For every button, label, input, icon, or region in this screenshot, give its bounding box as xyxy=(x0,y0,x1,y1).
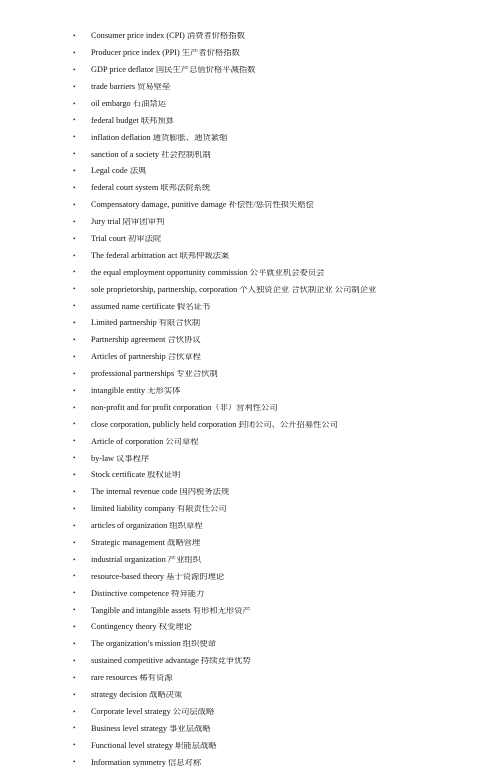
bullet-icon: • xyxy=(73,471,76,480)
term-text: inflation deflation 通货膨胀、通货紧缩 xyxy=(91,133,228,142)
term-text: close corporation, publicly held corporation 封闭公司、公开招募性公司 xyxy=(91,420,339,429)
term-text: Consumer price index (CPI) 消费者价格指数 xyxy=(91,32,245,41)
list-item xyxy=(73,332,483,349)
bullet-icon: • xyxy=(73,572,76,581)
bullet-icon: • xyxy=(73,116,76,125)
bullet-icon: • xyxy=(73,200,76,209)
bullet-icon: • xyxy=(73,521,76,530)
list-item xyxy=(73,535,483,552)
list-item xyxy=(73,112,483,129)
bullet-icon: • xyxy=(73,48,76,57)
list-item xyxy=(73,366,483,383)
bullet-icon: • xyxy=(73,369,76,378)
term-text: Jury trial 陪审团审判 xyxy=(91,218,165,227)
term-text: Limited partnership 有限合伙制 xyxy=(91,319,201,328)
list-item xyxy=(73,484,483,501)
term-text: The internal revenue code 国内税务法规 xyxy=(91,488,230,497)
term-text: Strategic management 战略管理 xyxy=(91,539,201,548)
term-text: The organization’s mission 组织使命 xyxy=(91,640,216,649)
bullet-icon: • xyxy=(73,707,76,716)
term-text: Article of corporation 公司章程 xyxy=(91,437,199,446)
term-text: Stock certificate 股权证明 xyxy=(91,471,181,480)
term-text: federal budget 联邦预算 xyxy=(91,116,174,125)
list-item xyxy=(73,467,483,484)
bullet-icon: • xyxy=(73,437,76,446)
term-text: GDP price deflator 国民生产总值价格平减指数 xyxy=(91,66,256,75)
term-text: assumed name certificate 假名证书 xyxy=(91,302,211,311)
list-item xyxy=(73,687,483,704)
bullet-icon: • xyxy=(73,504,76,513)
list-item xyxy=(73,585,483,602)
bullet-icon: • xyxy=(73,82,76,91)
list-item xyxy=(73,349,483,366)
list-item xyxy=(73,433,483,450)
term-text: trade barriers 贸易壁垒 xyxy=(91,82,171,91)
list-item xyxy=(73,180,483,197)
bullet-icon: • xyxy=(73,285,76,294)
list-item xyxy=(73,62,483,79)
bullet-icon: • xyxy=(73,538,76,547)
list-item xyxy=(73,450,483,467)
bullet-icon: • xyxy=(73,99,76,108)
term-text: Contingency theory 权变理论 xyxy=(91,623,192,632)
term-text: sustained competitive advantage 持续竞争优势 xyxy=(91,657,251,666)
bullet-icon: • xyxy=(73,133,76,142)
list-item xyxy=(73,281,483,298)
term-text: Legal code 法典 xyxy=(91,167,147,176)
term-text: Corporate level strategy 公司层战略 xyxy=(91,707,215,716)
list-item xyxy=(73,129,483,146)
list-item xyxy=(73,298,483,315)
list-item xyxy=(73,721,483,738)
term-text: federal court system 联邦法院系统 xyxy=(91,184,211,193)
term-text: Functional level strategy 职能层战略 xyxy=(91,741,217,750)
list-item xyxy=(73,28,483,45)
term-text: Distinctive competence 特异能力 xyxy=(91,589,205,598)
list-item xyxy=(73,264,483,281)
term-text: oil embargo 石油禁运 xyxy=(91,99,166,108)
term-text: sole proprietorship, partnership, corporation 个人独资企业 合伙制企业 公司制企业 xyxy=(91,285,377,294)
bullet-icon: • xyxy=(73,386,76,395)
bullet-icon: • xyxy=(73,150,76,159)
list-item xyxy=(73,552,483,569)
list-item xyxy=(73,197,483,214)
bullet-icon: • xyxy=(73,319,76,328)
list-item xyxy=(73,569,483,586)
bullet-icon: • xyxy=(73,302,76,311)
bullet-icon: • xyxy=(73,352,76,361)
bullet-icon: • xyxy=(73,183,76,192)
list-item xyxy=(73,146,483,163)
list-item xyxy=(73,231,483,248)
term-text: industrial organization 产业组织 xyxy=(91,555,201,564)
bullet-icon: • xyxy=(73,251,76,260)
term-text: rare resources 稀有资源 xyxy=(91,674,173,683)
bullet-icon: • xyxy=(73,758,76,767)
list-item xyxy=(73,602,483,619)
list-item xyxy=(73,737,483,754)
bullet-icon: • xyxy=(73,724,76,733)
bullet-icon: • xyxy=(73,31,76,40)
bullet-icon: • xyxy=(73,217,76,226)
list-item xyxy=(73,704,483,721)
bullet-icon: • xyxy=(73,606,76,615)
bullet-icon: • xyxy=(73,673,76,682)
list-item xyxy=(73,45,483,62)
list-item xyxy=(73,518,483,535)
term-text: Business level strategy 事业层战略 xyxy=(91,724,211,733)
term-text: Partnership agreement 合伙协议 xyxy=(91,336,201,345)
term-text: articles of organization 组织章程 xyxy=(91,522,203,531)
term-list xyxy=(73,28,483,771)
term-text: Tangible and intangible assets 有形和无形资产 xyxy=(91,606,251,615)
bullet-icon: • xyxy=(73,487,76,496)
term-text: limited liability company 有限责任公司 xyxy=(91,505,227,514)
bullet-icon: • xyxy=(73,690,76,699)
list-item xyxy=(73,501,483,518)
list-item xyxy=(73,670,483,687)
term-text: the equal employment opportunity commission 公平就业机会委员会 xyxy=(91,268,325,277)
term-text: resource-based theory 基于资源的理论 xyxy=(91,572,225,581)
bullet-icon: • xyxy=(73,167,76,176)
term-text: intangible entity 无形实体 xyxy=(91,387,181,395)
term-text: sanction of a society 社会控制机制 xyxy=(91,150,211,159)
bullet-icon: • xyxy=(73,335,76,344)
term-text: Producer price index (PPI) 生产者价格指数 xyxy=(91,49,240,58)
list-item xyxy=(73,653,483,670)
term-text: Information symmetry 信息对称 xyxy=(91,758,202,767)
term-text: Articles of partnership 合伙章程 xyxy=(91,353,201,362)
bullet-icon: • xyxy=(73,454,76,463)
term-text: by-law 议事程序 xyxy=(91,454,150,463)
bullet-icon: • xyxy=(73,420,76,429)
list-item xyxy=(73,315,483,332)
list-item xyxy=(73,383,483,400)
list-item xyxy=(73,754,483,771)
bullet-icon: • xyxy=(73,640,76,648)
list-item xyxy=(73,163,483,180)
list-item xyxy=(73,400,483,417)
bullet-icon: • xyxy=(73,656,76,665)
list-item xyxy=(73,636,483,653)
list-item xyxy=(73,79,483,96)
term-text: strategy decision 战略决策 xyxy=(91,691,183,700)
bullet-icon: • xyxy=(73,65,76,74)
bullet-icon: • xyxy=(73,268,76,277)
bullet-icon: • xyxy=(73,623,76,632)
term-text: professional partnerships 专业合伙制 xyxy=(91,370,218,379)
term-text: The federal arbitration act 联邦仲裁法案 xyxy=(91,251,230,260)
term-text: Trial court 初审法院 xyxy=(91,234,162,243)
bullet-icon: • xyxy=(73,589,76,598)
bullet-icon: • xyxy=(73,555,76,564)
list-item xyxy=(73,96,483,113)
term-text: Compensatory damage, punitive damage 补偿性/惩罚性损失赔偿 xyxy=(91,201,314,210)
bullet-icon: • xyxy=(73,234,76,243)
list-item xyxy=(73,248,483,265)
term-text: non-profit and for profit corporation（非）营利性公司 xyxy=(91,403,278,412)
bullet-icon: • xyxy=(73,741,76,750)
list-item xyxy=(73,416,483,433)
list-item xyxy=(73,214,483,231)
bullet-icon: • xyxy=(73,403,76,412)
list-item xyxy=(73,619,483,636)
